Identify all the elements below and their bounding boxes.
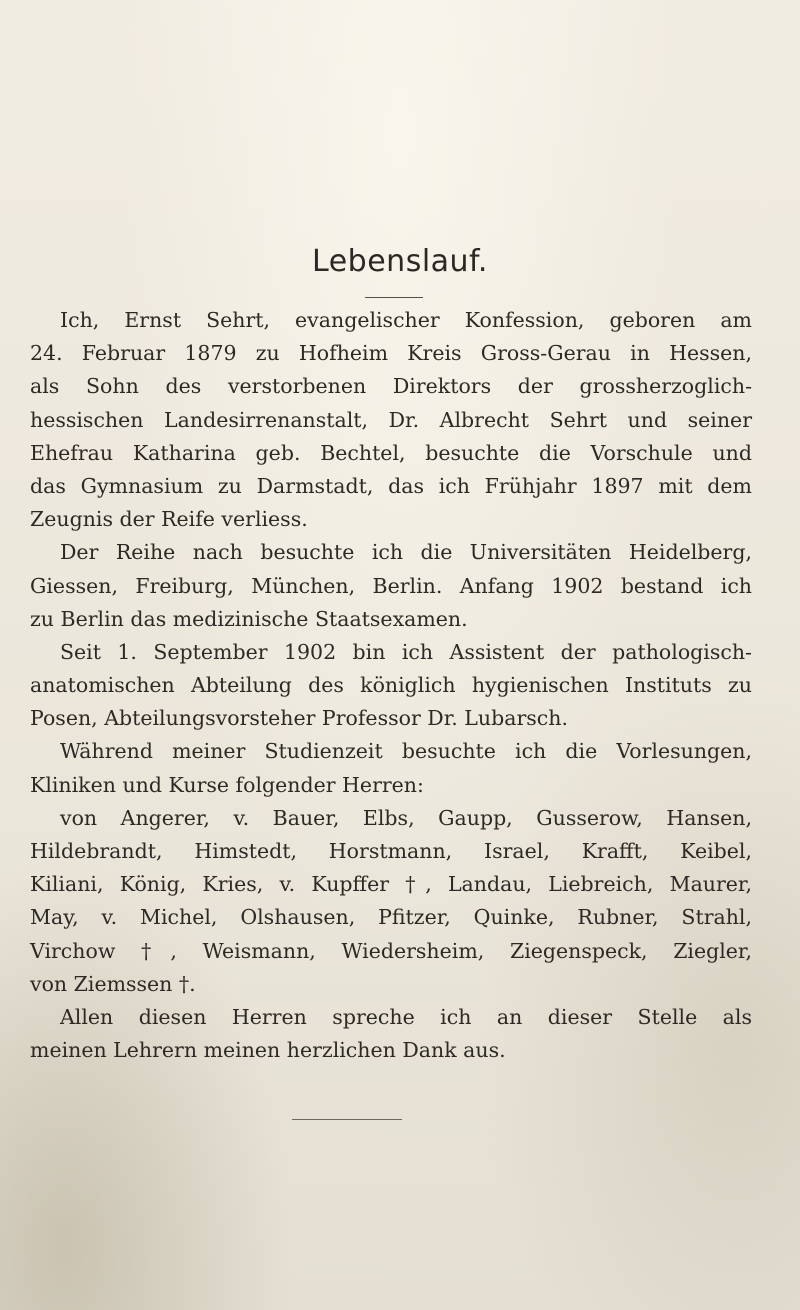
text-line: Seit 1. September 1902 bin ich Assistent der pathologisch- [60, 639, 752, 664]
text-line: Kiliani, König, Kries, v. Kupffer †, Landau, Liebreich, Maurer, [30, 872, 752, 897]
body-text [30, 304, 752, 1067]
text-line: Kliniken und Kurse folgender Herren: [30, 772, 424, 797]
title-divider [365, 297, 423, 298]
text-line: anatomischen Abteilung des königlich hygienischen Instituts zu [30, 673, 752, 698]
text-line: Giessen, Freiburg, München, Berlin. Anfang 1902 bestand ich [30, 573, 752, 598]
text-line: Zeugnis der Reife verliess. [30, 507, 308, 532]
text-line: Ich, Ernst Sehrt, evangelischer Konfession, geboren am [60, 308, 752, 332]
text-line: Ehefrau Katharina geb. Bechtel, besuchte die Vorschule und [30, 440, 752, 465]
text-line: hessischen Landesirrenanstalt, Dr. Albrecht Sehrt und seiner [30, 407, 752, 432]
text-line: meinen Lehrern meinen herzlichen Dank aus. [30, 1038, 506, 1063]
text-line: von Ziemssen †. [30, 971, 196, 996]
text-line: Der Reihe nach besuchte ich die Universitäten Heidelberg, [60, 540, 752, 565]
page-title: Lebenslauf. [312, 244, 488, 279]
text-line: das Gymnasium zu Darmstadt, das ich Frühjahr 1897 mit dem [30, 473, 752, 498]
closing-divider [292, 1119, 402, 1120]
text-line: Virchow †, Weismann, Wiedersheim, Ziegenspeck, Ziegler, [30, 938, 752, 963]
text-line: Allen diesen Herren spreche ich an dieser Stelle als [60, 1004, 752, 1029]
text-line: von Angerer, v. Bauer, Elbs, Gaupp, Gusserow, Hansen, [60, 805, 752, 830]
text-line: Posen, Abteilungsvorsteher Professor Dr. Lubarsch. [30, 706, 568, 731]
text-line: 24. Februar 1879 zu Hofheim Kreis Gross-Gerau in Hessen, [30, 341, 752, 366]
text-line: als Sohn des verstorbenen Direktors der grossherzoglich- [30, 374, 752, 399]
text-line: Während meiner Studienzeit besuchte ich die Vorlesungen, [60, 739, 752, 764]
text-line: May, v. Michel, Olshausen, Pfitzer, Quinke, Rubner, Strahl, [30, 905, 752, 930]
text-line: zu Berlin das medizinische Staatsexamen. [30, 606, 468, 631]
text-line: Hildebrandt, Himstedt, Horstmann, Israel, Krafft, Keibel, [30, 839, 752, 863]
